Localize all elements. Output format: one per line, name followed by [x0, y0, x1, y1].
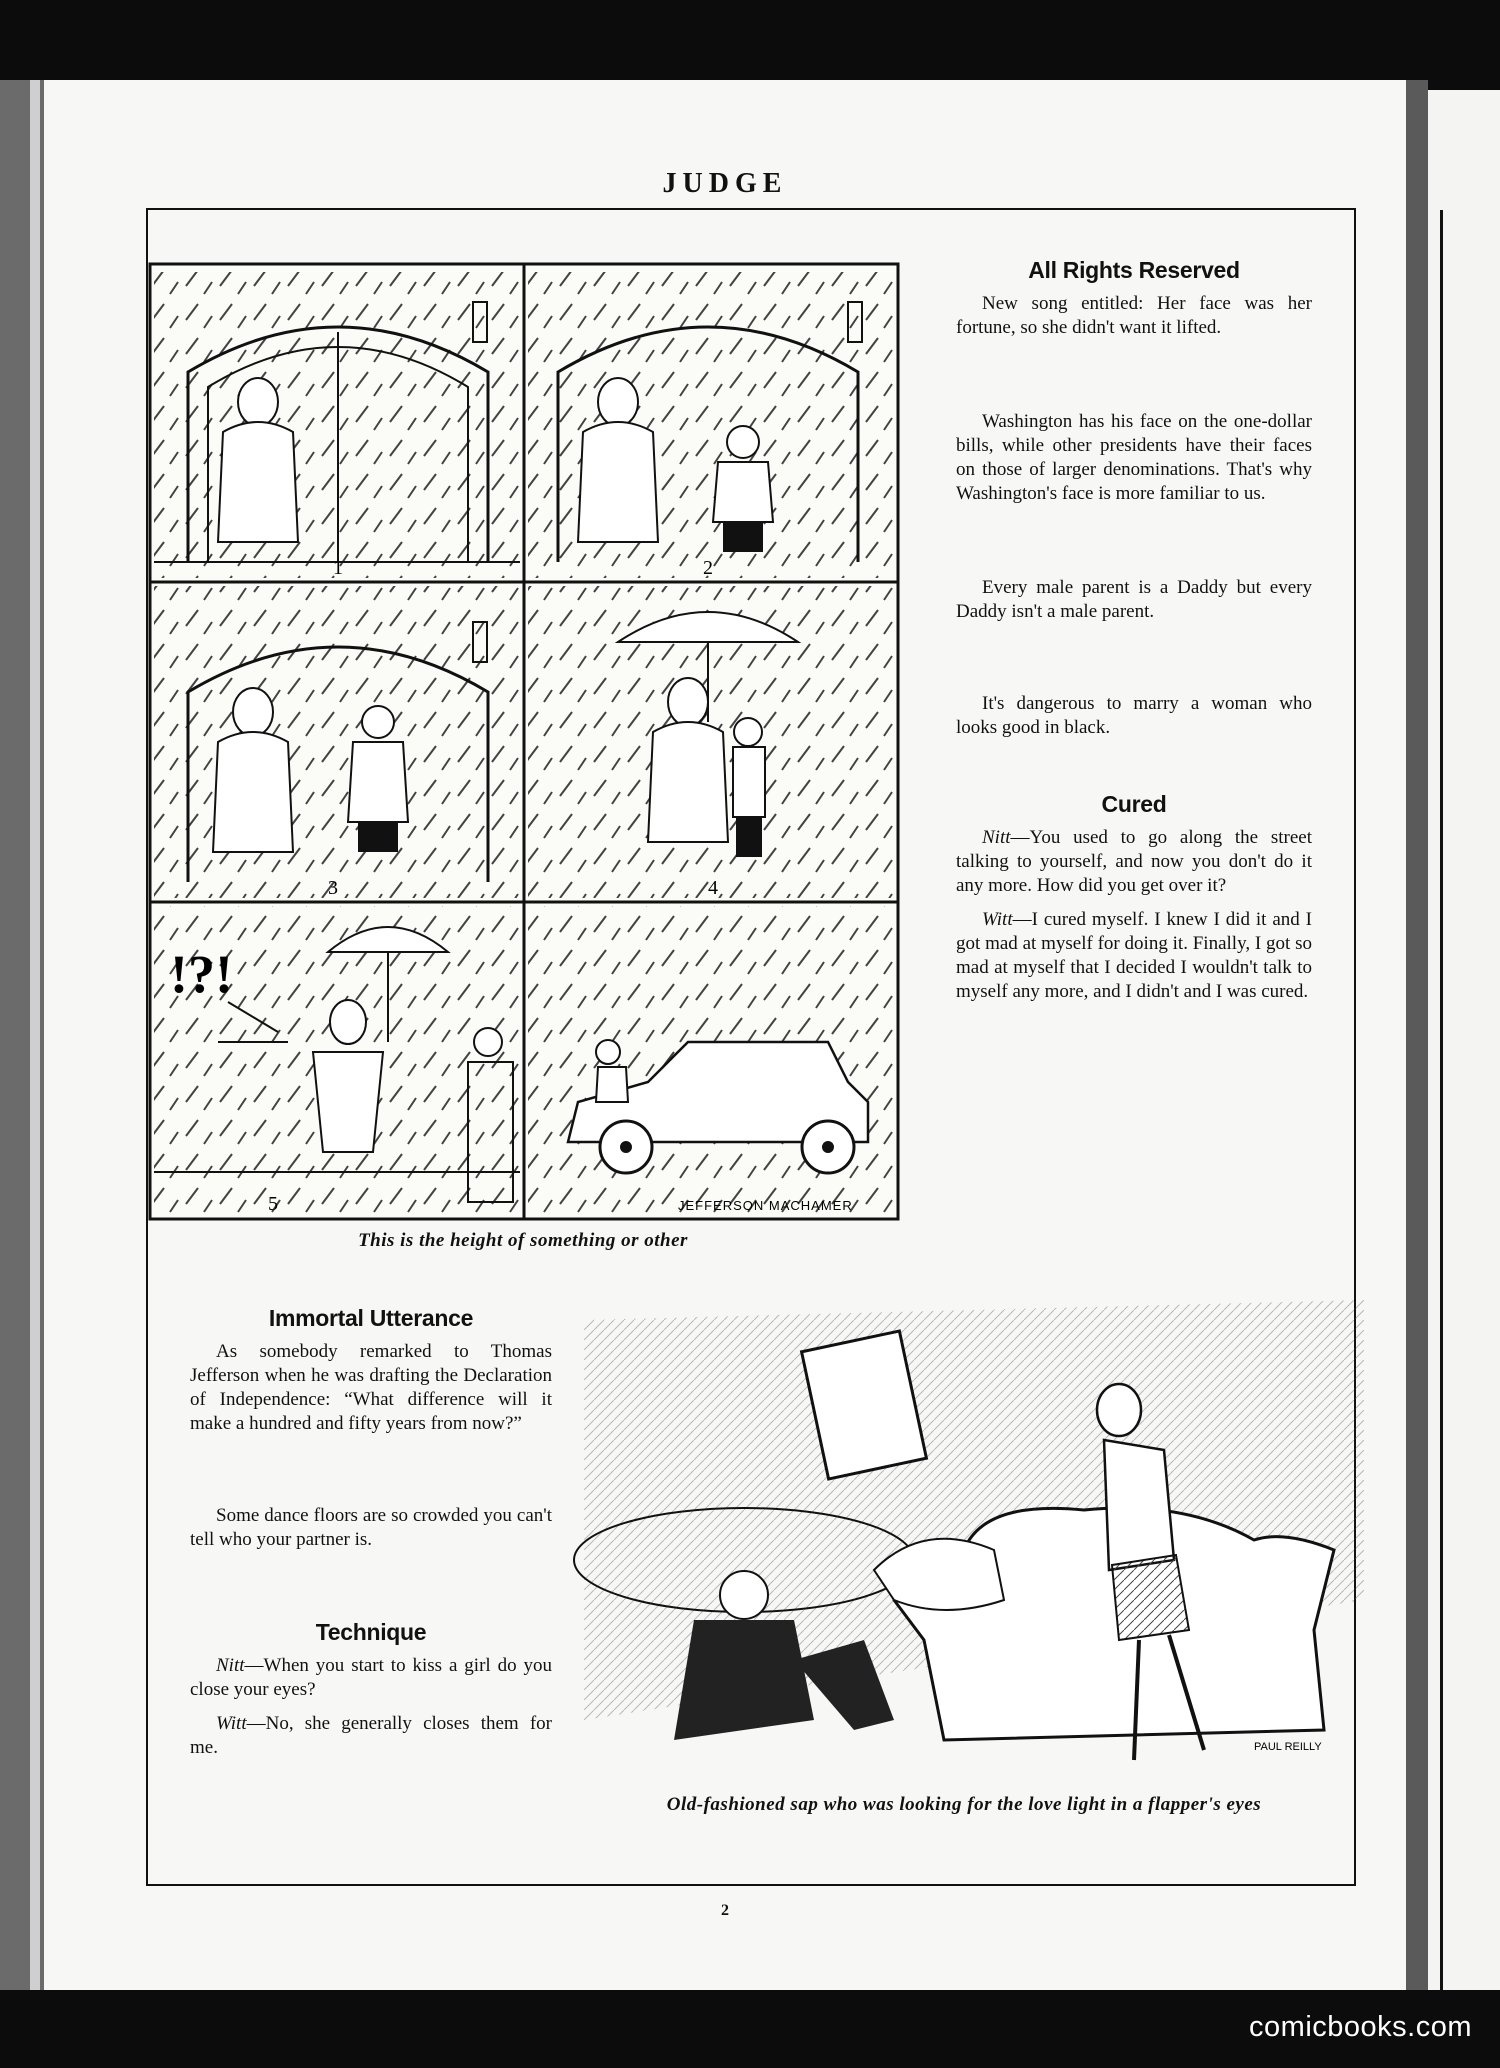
panel-1 [154, 272, 520, 578]
speaker-nitt: Nitt [982, 827, 1011, 848]
magazine-page [44, 80, 1406, 1990]
heading-cured: Cured [1101, 791, 1167, 817]
joke-washington: Washington has his face on the one-dollar bills, while other presidents have their faces on those of larger denominations. That's why Washington's face is more familiar to us. [956, 411, 1312, 504]
heading-technique: Technique [315, 1619, 427, 1645]
panel-6 [528, 906, 894, 1215]
panel-3 [154, 586, 520, 898]
flapper-cartoon [564, 1300, 1364, 1840]
technique-nitt [190, 1654, 552, 1702]
exclaim-text: !?! [170, 944, 233, 1004]
page-header: JUDGE [662, 168, 788, 199]
speaker-witt-2: Witt [216, 1713, 247, 1734]
joke-daddy: Every male parent is a Daddy but every Daddy isn't a male parent. [956, 577, 1312, 622]
comic-strip [148, 262, 938, 1298]
panel-number-3: 3 [328, 877, 338, 899]
cartoon-signature: PAUL REILLY [1254, 1741, 1322, 1753]
flapper-cartoon-art [564, 1300, 1364, 1840]
panel-4 [528, 586, 894, 898]
site-watermark: comicbooks.com [1249, 2011, 1472, 2043]
book-gutter-right [1406, 80, 1428, 1990]
right-column [956, 258, 1312, 1004]
panel-number-1: 1 [333, 557, 343, 579]
dialog-witt [956, 908, 1312, 1004]
lower-left-column [190, 1306, 552, 1760]
heading-immortal-utterance: Immortal Utterance [268, 1305, 474, 1331]
strip-signature: JEFFERSON MACHAMER [678, 1198, 853, 1213]
speaker-witt: Witt [982, 909, 1013, 930]
technique-witt-text: —No, she generally closes them for me. [190, 1713, 552, 1758]
panel-number-4: 4 [708, 877, 718, 899]
speaker-nitt-2: Nitt [216, 1655, 245, 1676]
joke-song: New song entitled: Her face was her fortune, so she didn't want it lifted. [956, 293, 1312, 338]
panel-number-5: 5 [268, 1193, 278, 1215]
joke-jefferson: As somebody remarked to Thomas Jefferson when he was drafting the Declaration of Independence: “What difference will it make a hundred and fifty years from now?” [190, 1341, 552, 1434]
dialog-nitt-text: —You used to go along the street talking to yourself, and now you don't do it any more. How did you get over it? [956, 827, 1312, 896]
dialog-witt-text: —I cured myself. I knew I did it and I got mad at myself for doing it. Finally, I got so mad at myself that I decided I wouldn't talk to myself any more, and I didn't and I was cured. [956, 909, 1312, 1002]
panel-2 [528, 272, 894, 578]
strip-caption: This is the height of something or other [358, 1230, 688, 1251]
technique-nitt-text: —When you start to kiss a girl do you close your eyes? [190, 1655, 552, 1700]
technique-witt [190, 1712, 552, 1760]
dialog-nitt [956, 826, 1312, 898]
cartoon-caption: Old-fashioned sap who was looking for the love light in a flapper's eyes [666, 1794, 1262, 1815]
comic-strip-art [148, 262, 938, 1298]
joke-dance-floors: Some dance floors are so crowded you can't tell who your partner is. [190, 1505, 552, 1550]
joke-black: It's dangerous to marry a woman who looks good in black. [956, 693, 1312, 738]
page-number: 2 [721, 1902, 729, 1919]
book-binding-left [0, 80, 44, 1990]
facing-page-edge [1428, 90, 1500, 1990]
heading-all-rights-reserved: All Rights Reserved [1028, 257, 1240, 283]
panel-number-2: 2 [703, 557, 713, 579]
